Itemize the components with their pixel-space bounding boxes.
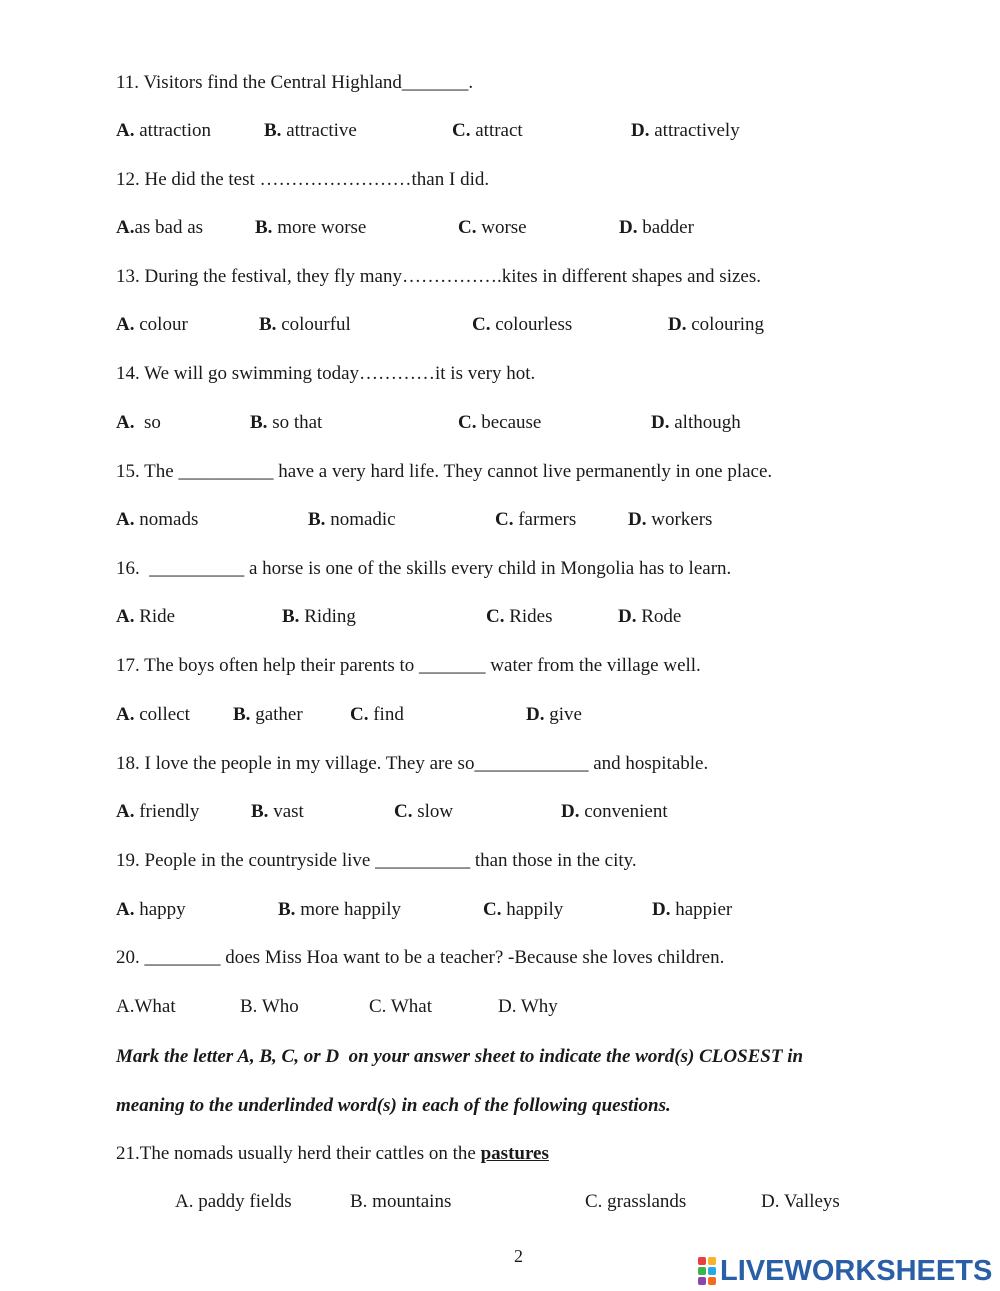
option-letter: A. — [116, 412, 135, 433]
question-13-option-a[interactable] — [116, 313, 188, 337]
option-text: Riding — [299, 606, 356, 627]
question-12-option-a[interactable] — [116, 216, 203, 240]
option-text: colouring — [686, 314, 765, 335]
question-20-option-b[interactable] — [240, 995, 299, 1019]
question-15-option-a[interactable] — [116, 508, 198, 532]
question-15-option-c[interactable] — [495, 508, 576, 532]
brand-name: LIVEWORKSHEETS — [720, 1254, 993, 1287]
question-18-option-c[interactable] — [394, 800, 453, 824]
question-19-stem: 19. People in the countryside live __________ than those in the city. — [116, 850, 637, 871]
option-letter: B. — [282, 606, 300, 627]
question-18-option-b[interactable] — [251, 800, 304, 824]
option-text: D. Why — [498, 996, 558, 1017]
option-letter: A. — [116, 899, 135, 920]
question-13-option-d[interactable] — [668, 313, 764, 337]
option-letter: D. — [618, 606, 637, 627]
question-17-option-d[interactable] — [526, 703, 582, 727]
option-letter: C. — [394, 801, 413, 822]
option-letter: D. — [631, 120, 650, 141]
question-13-stem: 13. During the festival, they fly many…………….kites in different shapes and sizes. — [116, 266, 761, 287]
option-text: worse — [476, 217, 527, 238]
option-letter: C. — [483, 899, 502, 920]
option-letter: A. — [116, 704, 135, 725]
option-letter: C. — [350, 704, 369, 725]
question-18-stem: 18. I love the people in my village. They are so____________ and hospitable. — [116, 753, 709, 774]
question-20-option-a[interactable] — [116, 995, 176, 1019]
option-text: happier — [670, 899, 733, 920]
question-11-option-c[interactable] — [452, 119, 523, 143]
option-text: happy — [134, 899, 186, 920]
option-letter: C. — [452, 120, 471, 141]
question-20-option-d[interactable] — [498, 995, 558, 1019]
question-11-option-d[interactable] — [631, 119, 740, 143]
option-text: attract — [470, 120, 523, 141]
question-21-option-c[interactable]: C. grasslands — [585, 1191, 687, 1212]
option-letter: A. — [116, 217, 135, 238]
question-12-option-b[interactable] — [255, 216, 366, 240]
option-text: Rode — [636, 606, 682, 627]
option-letter: B. — [308, 509, 326, 530]
option-text: happily — [501, 899, 564, 920]
question-13-option-c[interactable] — [472, 313, 572, 337]
question-14-stem: 14. We will go swimming today…………it is very hot. — [116, 363, 536, 384]
option-letter: B. — [264, 120, 282, 141]
question-11-option-a[interactable] — [116, 119, 211, 143]
question-19-option-d[interactable] — [652, 898, 732, 922]
question-15-option-b[interactable] — [308, 508, 396, 532]
brand-block — [708, 1277, 716, 1285]
option-letter: B. — [259, 314, 277, 335]
option-text: convenient — [579, 801, 668, 822]
question-17-option-a[interactable] — [116, 703, 190, 727]
option-letter: A. — [116, 120, 135, 141]
question-14-option-a[interactable] — [116, 411, 161, 435]
question-17-option-c[interactable] — [350, 703, 404, 727]
question-19-option-b[interactable] — [278, 898, 401, 922]
option-text: collect — [134, 704, 190, 725]
option-text: attraction — [134, 120, 211, 141]
brand-block — [708, 1267, 716, 1275]
option-letter: B. — [233, 704, 251, 725]
option-text: so that — [267, 412, 323, 433]
option-letter: B. — [255, 217, 273, 238]
question-18-option-a[interactable] — [116, 800, 199, 824]
option-text: nomads — [134, 509, 199, 530]
option-text: slow — [412, 801, 454, 822]
question-19-option-a[interactable] — [116, 898, 186, 922]
brand-block — [698, 1257, 706, 1265]
option-text: more happily — [295, 899, 401, 920]
option-letter: C. — [495, 509, 514, 530]
brand-block — [698, 1277, 706, 1285]
question-14-option-d[interactable] — [651, 411, 741, 435]
option-text: colourless — [490, 314, 573, 335]
option-letter: D. — [526, 704, 545, 725]
option-letter: D. — [651, 412, 670, 433]
question-21-option-b[interactable]: B. mountains — [350, 1191, 452, 1212]
option-text: badder — [637, 217, 694, 238]
question-18-option-d[interactable] — [561, 800, 668, 824]
brand-block — [698, 1267, 706, 1275]
liveworksheets-logo — [698, 1255, 992, 1287]
question-12-stem: 12. He did the test ……………………than I did. — [116, 169, 490, 190]
option-text: more worse — [272, 217, 367, 238]
option-letter: A. — [116, 314, 135, 335]
option-text: workers — [646, 509, 713, 530]
option-letter: C. — [486, 606, 505, 627]
option-text: C. What — [369, 996, 432, 1017]
brand-block — [708, 1257, 716, 1265]
option-text: vast — [268, 801, 304, 822]
option-text: Rides — [504, 606, 553, 627]
option-letter: A. — [116, 606, 135, 627]
option-text: because — [476, 412, 542, 433]
option-text: give — [544, 704, 582, 725]
question-14-option-b[interactable] — [250, 411, 322, 435]
instruction-line-2: meaning to the underlinded word(s) in each of the following questions. — [116, 1095, 671, 1116]
option-text: so — [134, 412, 161, 433]
option-text: nomadic — [325, 509, 396, 530]
question-21-stem-prefix: 21.The nomads usually herd their cattles on the — [116, 1143, 481, 1164]
option-text: B. Who — [240, 996, 299, 1017]
question-14-option-c[interactable] — [458, 411, 541, 435]
question-16-option-a[interactable] — [116, 605, 175, 629]
question-11-option-b[interactable] — [264, 119, 357, 143]
option-letter: A. — [116, 509, 135, 530]
question-12-option-d[interactable] — [619, 216, 694, 240]
option-letter: C. — [458, 412, 477, 433]
option-text: find — [368, 704, 404, 725]
option-text: attractively — [649, 120, 740, 141]
option-text: attractive — [281, 120, 357, 141]
option-letter: C. — [458, 217, 477, 238]
question-17-option-b[interactable] — [233, 703, 303, 727]
question-19-option-c[interactable] — [483, 898, 563, 922]
option-letter: D. — [628, 509, 647, 530]
option-text: A.What — [116, 996, 176, 1017]
option-text: colourful — [276, 314, 351, 335]
question-16-option-b[interactable] — [282, 605, 356, 629]
option-letter: A. — [116, 801, 135, 822]
question-20-stem: 20. ________ does Miss Hoa want to be a teacher? -Because she loves children. — [116, 947, 725, 968]
option-text: although — [669, 412, 741, 433]
instruction-line-1: Mark the letter A, B, C, or D on your answer sheet to indicate the word(s) CLOSEST in — [116, 1046, 804, 1067]
option-text: farmers — [513, 509, 577, 530]
question-21-option-a[interactable]: A. paddy fields — [175, 1191, 292, 1212]
option-letter: B. — [278, 899, 296, 920]
option-letter: D. — [619, 217, 638, 238]
option-letter: C. — [472, 314, 491, 335]
option-letter: B. — [251, 801, 269, 822]
question-15-option-d[interactable] — [628, 508, 712, 532]
option-text: gather — [250, 704, 303, 725]
question-21-option-d[interactable]: D. Valleys — [761, 1191, 840, 1212]
option-letter: B. — [250, 412, 268, 433]
option-text: as bad as — [134, 217, 204, 238]
question-16-stem: 16. __________ a horse is one of the skills every child in Mongolia has to learn. — [116, 558, 732, 579]
page-number: 2 — [514, 1246, 523, 1266]
question-13-option-b[interactable] — [259, 313, 351, 337]
question-20-option-c[interactable] — [369, 995, 432, 1019]
option-text: colour — [134, 314, 188, 335]
option-letter: D. — [561, 801, 580, 822]
question-16-option-c[interactable] — [486, 605, 553, 629]
question-15-stem: 15. The __________ have a very hard life. They cannot live permanently in one place. — [116, 461, 773, 482]
option-text: Ride — [134, 606, 176, 627]
question-16-option-d[interactable] — [618, 605, 681, 629]
option-letter: D. — [652, 899, 671, 920]
brand-blocks-icon — [698, 1257, 716, 1285]
option-text: friendly — [134, 801, 200, 822]
question-17-stem: 17. The boys often help their parents to _______ water from the village well. — [116, 655, 701, 676]
question-21-stem — [116, 1142, 549, 1166]
question-12-option-c[interactable] — [458, 216, 527, 240]
option-letter: D. — [668, 314, 687, 335]
question-11-stem: 11. Visitors find the Central Highland_______. — [116, 72, 474, 93]
question-21-underlined-word: pastures — [480, 1143, 549, 1164]
